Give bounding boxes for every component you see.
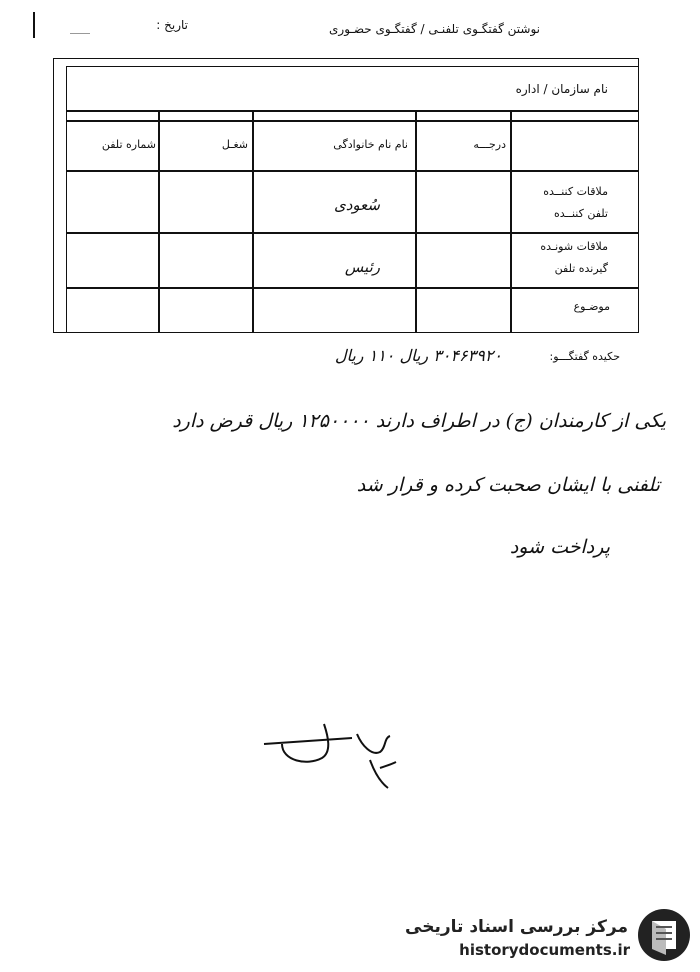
- signature-scribble: [262, 716, 402, 796]
- receiver-label: گیرنده تلفن: [554, 262, 608, 275]
- caller-label: تلفن کننــده: [554, 207, 608, 220]
- divider: [66, 120, 639, 122]
- divider: [66, 170, 639, 172]
- column-header-rank: درجـــه: [473, 138, 506, 151]
- body-line-3: پرداخت شود: [509, 536, 610, 558]
- margin-mark: [33, 12, 35, 38]
- column-divider: [415, 110, 417, 333]
- summary-label: حکیده گفتگـــو:: [549, 350, 620, 363]
- watermark: [405, 905, 694, 965]
- visitor-name: سُعودی: [334, 196, 380, 214]
- column-header-job: شغـل: [221, 138, 248, 151]
- org-label: نام سازمان / اداره: [515, 82, 608, 96]
- document-logo-icon: [636, 907, 692, 963]
- divider: [66, 232, 639, 234]
- form-title: نوشتن گفتگـوی تلفنـی / گفتگـوی حضـوری: [329, 22, 540, 36]
- date-blank-line: [70, 33, 90, 34]
- column-header-name: نام نام خانوادگی: [333, 138, 408, 151]
- column-header-phone: شماره تلفن: [101, 138, 156, 151]
- subject-label: موضـوع: [573, 300, 610, 313]
- body-line-2: تلفنی با ایشان صحبت کرده و قرار شد: [356, 474, 660, 496]
- visitor-label: ملاقات کننــده: [543, 185, 608, 198]
- column-divider: [510, 110, 512, 333]
- watermark-name: مرکز بررسی اسناد تاریخی: [405, 917, 628, 937]
- body-line-1: یکی از کارمندان (ج) در اطراف دارند ۱۲۵۰۰۰۰ ریال قرض دارد: [172, 410, 666, 432]
- column-divider: [158, 110, 160, 333]
- divider: [66, 110, 639, 112]
- summary-value: ۳۰۴۶۳۹۲۰ ریال ۱۱۰ ریال: [334, 346, 502, 365]
- divider: [66, 287, 639, 289]
- column-divider: [252, 110, 254, 333]
- host-label: ملاقات شونـده: [540, 240, 608, 253]
- host-name: رئیس: [344, 258, 380, 276]
- watermark-url: historydocuments.ir: [459, 941, 630, 959]
- date-label: تاریخ :: [156, 18, 188, 32]
